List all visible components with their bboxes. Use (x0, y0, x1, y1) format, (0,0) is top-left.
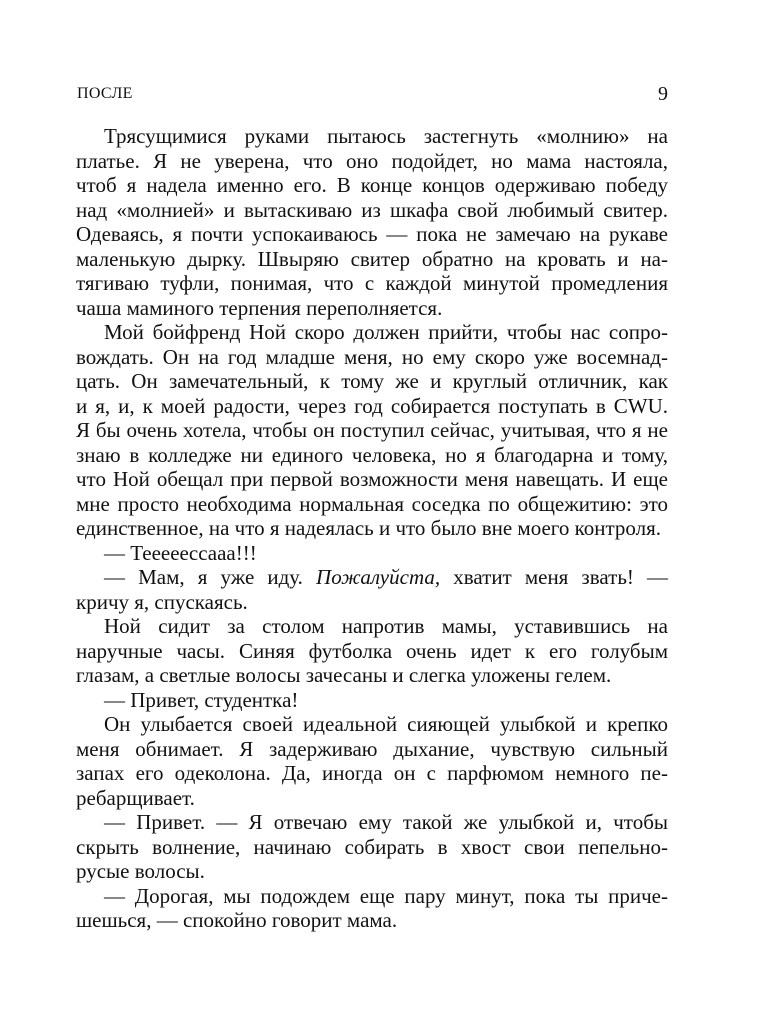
text-line: чтоб я надела именно его. В конце концов одерживаю победу (76, 173, 668, 197)
text-line: что Ной обещал при первой возможности меня навещать. И еще (76, 467, 668, 491)
text-line: меня обнимает. Я задерживаю дыхание, чувствую сильный (76, 736, 668, 761)
text-line: Он улыбается своей идеальной сияющей улыбкой и крепко (104, 712, 668, 736)
text-line: Мой бойфренд Ной скоро должен прийти, чтобы нас сопро- (104, 320, 668, 344)
text-line: шешься, — спокойно говорит мама. (76, 908, 398, 932)
text-line-mixed (76, 565, 668, 590)
text-line: и я, и, к моей радости, через год собирается поступать в CWU. (76, 393, 668, 418)
text-line: Ной сидит за столом напротив мамы, уставившись на (104, 614, 668, 638)
text-line: запах его одеколона. Да, иногда он с парфюмом немного пе- (76, 761, 668, 785)
text-line: — Привет, студентка! (104, 687, 299, 712)
text-line: скрыть волнение, начинаю собирать в хвост свои пепельно- (76, 834, 668, 859)
italic-word: Пожалуйста, (316, 565, 441, 589)
text-line: русые волосы. (76, 859, 205, 883)
page-number: 9 (658, 83, 668, 105)
text-segment: хватит меня звать! — (440, 565, 668, 589)
text-line: тягиваю туфли, понимая, что с каждой минутой промедления (76, 271, 668, 295)
text-line: глазам, а светлые волосы зачесаны и слегка уложены гелем. (76, 663, 612, 687)
text-line: наручные часы. Синяя футболка очень идет к его голубым (76, 638, 668, 663)
text-line: Трясущимися руками пытаюсь застегнуть «молнию» на (104, 124, 668, 148)
text-line: над «молнией» и вытаскиваю из шкафа свой любимый свитер. (76, 197, 668, 222)
body-text (76, 124, 668, 933)
text-line: знаю в колледже ни единого человека, но я благодарна и тому, (76, 442, 668, 467)
text-line: вождать. Он на год младше меня, но ему скоро уже восемнад- (76, 344, 668, 369)
text-line: ребарщивает. (76, 785, 195, 810)
text-line: единственное, на что я надеялась и что было вне моего контроля. (76, 516, 662, 540)
text-line: мне просто необходима нормальная соседка по общежитию: это (76, 491, 668, 516)
text-line: Одеваясь, я почти успокаиваюсь — пока не замечаю на рукаве (76, 222, 668, 246)
text-line: — Дорогая, мы подождем еще пару минут, пока ты приче- (104, 883, 668, 908)
running-head-title: ПОСЛЕ (77, 85, 133, 102)
text-line: цать. Он замечательный, к тому же и круглый отличник, как (76, 369, 668, 393)
text-line: — Тееееecсааа!!! (104, 540, 257, 565)
text-line: платье. Я не уверена, что оно подойдет, но мама настояла, (76, 148, 668, 173)
text-segment: — Мам, я уже иду. (104, 565, 317, 589)
text-line: маленькую дырку. Швыряю свитер обратно на кровать и на- (76, 246, 668, 271)
text-line: чаша маминого терпения переполняется. (76, 295, 443, 320)
text-line: — Привет. — Я отвечаю ему такой же улыбкой и, чтобы (104, 810, 668, 834)
text-line: Я бы очень хотела, чтобы он поступил сейчас, учитывая, что я не (76, 418, 668, 442)
text-line: кричу я, спускаясь. (76, 589, 248, 614)
